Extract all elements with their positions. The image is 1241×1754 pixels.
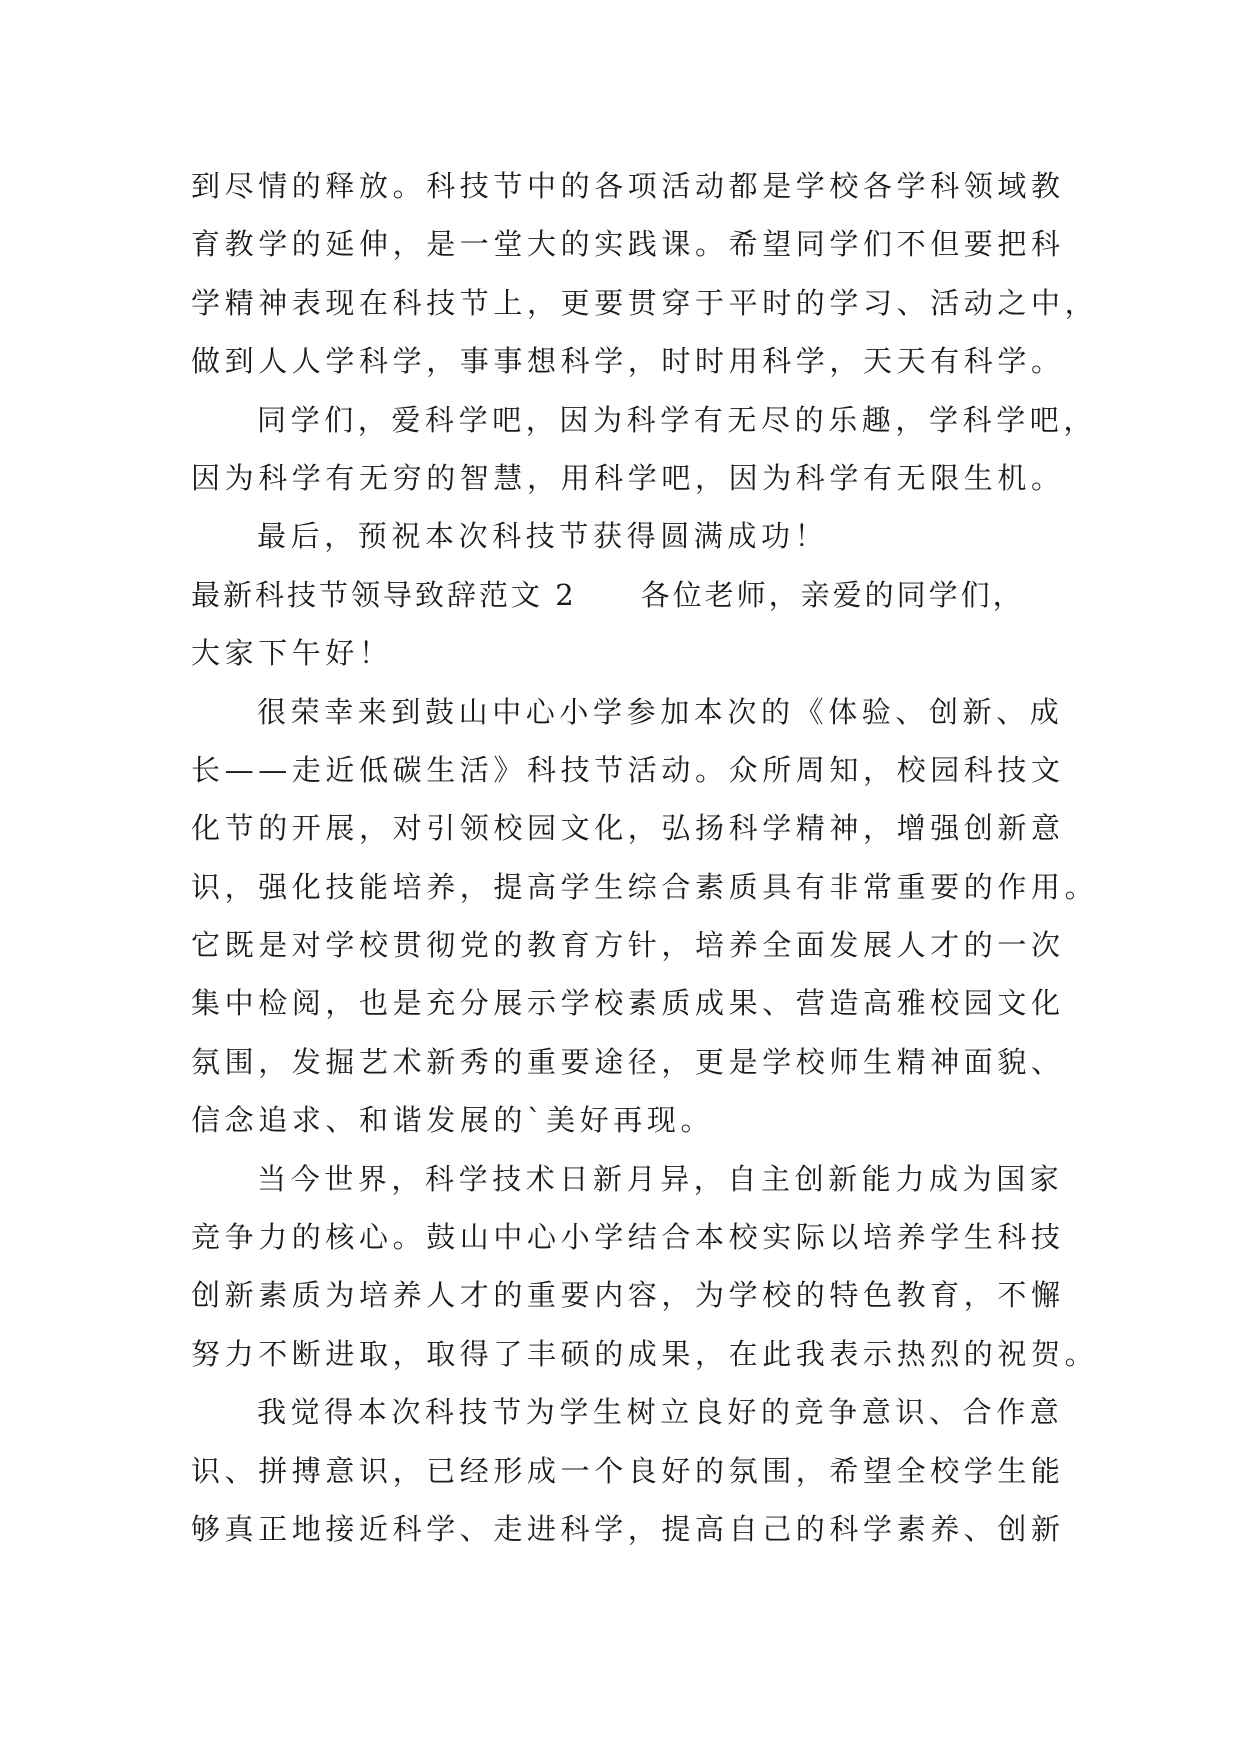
text-line: 因为科学有无穷的智慧，用科学吧，因为科学有无限生机。 <box>191 460 1065 495</box>
text-line: 努力不断进取，取得了丰硕的成果，在此我表示热烈的祝贺。 <box>191 1336 1099 1371</box>
text-line: 学精神表现在科技节上，更要贯穿于平时的学习、活动之中， <box>191 285 1099 320</box>
text-line: 很荣幸来到鼓山中心小学参加本次的《体验、创新、成 <box>257 694 1064 729</box>
text-line: 同学们，爱科学吧，因为科学有无尽的乐趣，学科学吧， <box>257 402 1098 437</box>
text-line: 当今世界，科学技术日新月异，自主创新能力成为国家 <box>257 1161 1064 1196</box>
text-line: 集中检阅，也是充分展示学校素质成果、营造高雅校园文化 <box>191 986 1065 1021</box>
section-heading-line: 最新科技节领导致辞范文 2 各位老师，亲爱的同学们， <box>191 577 1025 612</box>
text-line: 识，强化技能培养，提高学生综合素质具有非常重要的作用。 <box>191 869 1099 904</box>
text-line: 育教学的延伸，是一堂大的实践课。希望同学们不但要把科 <box>191 227 1065 262</box>
text-line: 它既是对学校贯彻党的教育方针，培养全面发展人才的一次 <box>191 928 1065 963</box>
text-line: 识、拼搏意识，已经形成一个良好的氛围，希望全校学生能 <box>191 1453 1065 1488</box>
text-line: 大家下午好！ <box>191 636 393 671</box>
text-line: 信念追求、和谐发展的`美好再现。 <box>191 1103 715 1138</box>
text-line: 长——走近低碳生活》科技节活动。众所周知，校园科技文 <box>191 752 1065 787</box>
text-line: 到尽情的释放。科技节中的各项活动都是学校各学科领域教 <box>191 169 1065 203</box>
text-line: 化节的开展，对引领校园文化，弘扬科学精神，增强创新意 <box>191 811 1065 846</box>
text-line: 做到人人学科学，事事想科学，时时用科学，天天有科学。 <box>191 344 1065 379</box>
text-line: 竞争力的核心。鼓山中心小学结合本校实际以培养学生科技 <box>191 1220 1065 1255</box>
text-line: 氛围，发掘艺术新秀的重要途径，更是学校师生精神面貌、 <box>191 1044 1065 1079</box>
text-line: 够真正地接近科学、走进科学，提高自己的科学素养、创新 <box>191 1511 1065 1546</box>
text-line: 我觉得本次科技节为学生树立良好的竞争意识、合作意 <box>257 1395 1064 1430</box>
body-text <box>191 157 1099 1558</box>
text-line: 创新素质为培养人才的重要内容，为学校的特色教育，不懈 <box>191 1278 1065 1313</box>
text-line: 最后，预祝本次科技节获得圆满成功！ <box>257 519 829 554</box>
